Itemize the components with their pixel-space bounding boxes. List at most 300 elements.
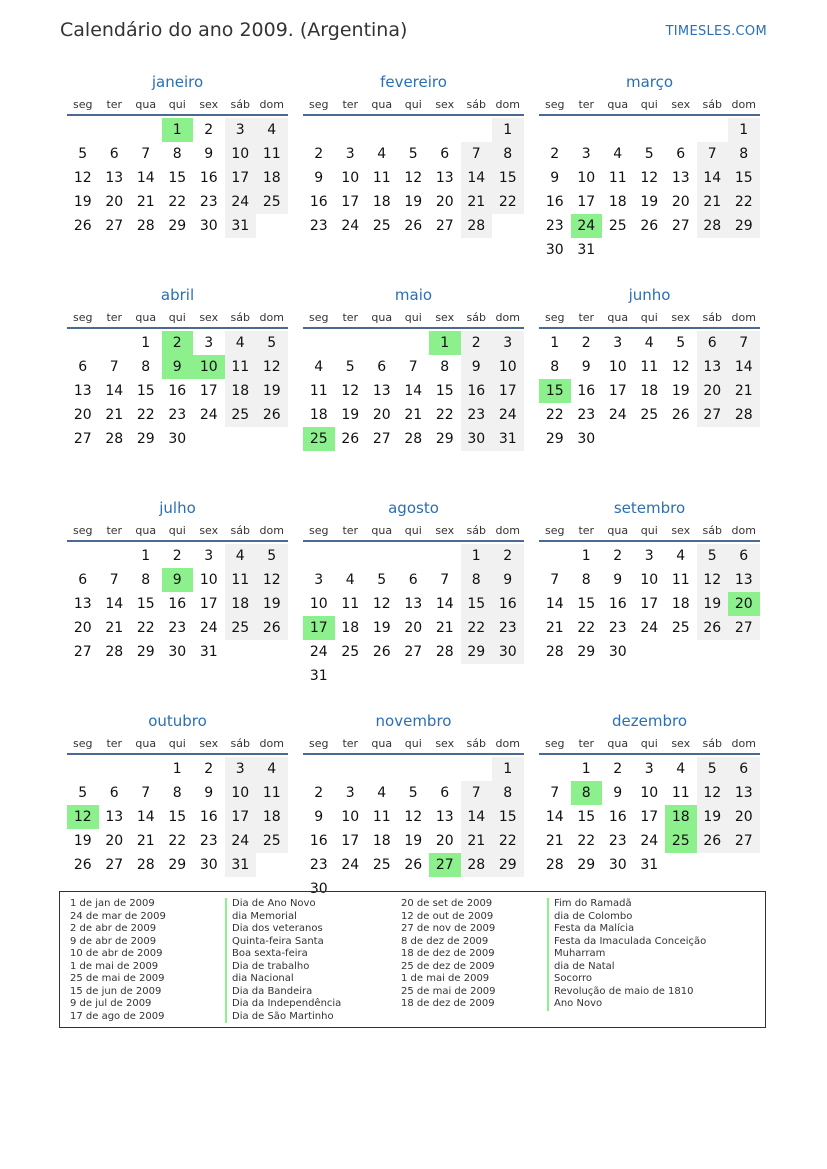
day-cell: 1 xyxy=(141,548,151,564)
weekday-label: qua xyxy=(135,98,157,111)
day-cell: 15 xyxy=(168,170,187,186)
day-cell: 2 xyxy=(581,335,591,351)
weekday-label: ter xyxy=(578,524,595,537)
day-cell: 3 xyxy=(225,757,257,781)
weekday-label: seg xyxy=(545,524,565,537)
legend-holiday-name: dia Memorial xyxy=(225,911,341,924)
day-cell: 11 xyxy=(256,142,288,166)
day-cell: 3 xyxy=(644,761,654,777)
day-cell: 24 xyxy=(225,829,257,853)
day-grid xyxy=(67,331,288,451)
day-cell: 1 xyxy=(141,335,151,351)
day-grid xyxy=(303,118,524,238)
day-cell: 14 xyxy=(697,166,729,190)
month-name: outubro xyxy=(148,712,207,730)
day-cell: 10 xyxy=(341,170,360,186)
weekday-label: qui xyxy=(640,311,658,324)
day-cell: 30 xyxy=(309,881,328,897)
day-cell: 17 xyxy=(225,805,257,829)
day-cell: 14 xyxy=(545,596,564,612)
day-grid xyxy=(539,118,760,262)
day-cell: 29 xyxy=(577,644,596,660)
day-cell: 2 xyxy=(461,331,493,355)
day-cell: 22 xyxy=(136,620,155,636)
holiday-day-cell: 1 xyxy=(162,118,194,142)
empty-cell xyxy=(366,331,398,355)
weekday-label: qui xyxy=(640,98,658,111)
day-cell: 26 xyxy=(256,616,288,640)
weekday-label: qua xyxy=(607,524,629,537)
weekday-label: sáb xyxy=(230,311,250,324)
day-cell: 9 xyxy=(314,809,324,825)
weekday-header xyxy=(67,309,288,329)
day-cell: 7 xyxy=(109,572,119,588)
day-cell: 4 xyxy=(644,335,654,351)
legend-holiday-name: dia Nacional xyxy=(225,973,341,986)
day-cell: 23 xyxy=(309,218,328,234)
weekday-label: seg xyxy=(73,737,93,750)
day-cell: 4 xyxy=(676,548,686,564)
day-cell: 2 xyxy=(314,146,324,162)
empty-cell xyxy=(665,118,697,142)
holiday-day-cell: 27 xyxy=(429,853,461,877)
weekday-label: sáb xyxy=(466,737,486,750)
legend-holiday-name: Dia da Bandeira xyxy=(225,986,341,999)
empty-cell xyxy=(461,757,493,781)
day-cell: 22 xyxy=(728,190,760,214)
day-cell: 26 xyxy=(404,857,423,873)
day-cell: 13 xyxy=(105,170,124,186)
weekday-label: sáb xyxy=(230,98,250,111)
day-cell: 7 xyxy=(550,785,560,801)
day-cell: 29 xyxy=(461,640,493,664)
day-cell: 2 xyxy=(613,548,623,564)
day-cell: 5 xyxy=(408,785,418,801)
empty-cell xyxy=(67,757,99,781)
weekday-label: dom xyxy=(495,311,520,324)
calendar-grid xyxy=(67,72,760,924)
day-cell: 30 xyxy=(608,644,627,660)
day-cell: 27 xyxy=(372,431,391,447)
weekday-label: ter xyxy=(106,524,123,537)
legend-holiday-name: dia de Colombo xyxy=(547,911,706,924)
day-cell: 5 xyxy=(644,146,654,162)
page-title: Calendário do ano 2009. (Argentina) xyxy=(60,19,408,41)
day-cell: 17 xyxy=(199,383,218,399)
day-cell: 5 xyxy=(78,146,88,162)
day-cell: 3 xyxy=(345,785,355,801)
day-cell: 19 xyxy=(73,194,92,210)
day-cell: 14 xyxy=(728,355,760,379)
day-cell: 11 xyxy=(341,596,360,612)
day-cell: 12 xyxy=(671,359,690,375)
empty-cell xyxy=(539,757,571,781)
day-cell: 22 xyxy=(577,620,596,636)
day-cell: 8 xyxy=(492,142,524,166)
day-cell: 19 xyxy=(372,620,391,636)
day-cell: 10 xyxy=(608,359,627,375)
day-cell: 9 xyxy=(550,170,560,186)
day-cell: 15 xyxy=(728,166,760,190)
day-cell: 11 xyxy=(225,355,257,379)
month-name: novembro xyxy=(375,712,452,730)
weekday-label: seg xyxy=(545,737,565,750)
day-cell: 30 xyxy=(199,857,218,873)
day-cell: 16 xyxy=(199,809,218,825)
day-cell: 2 xyxy=(613,761,623,777)
day-cell: 9 xyxy=(314,170,324,186)
day-cell: 7 xyxy=(440,572,450,588)
day-cell: 4 xyxy=(256,118,288,142)
legend-date: 27 de nov de 2009 xyxy=(401,923,496,934)
weekday-label: dom xyxy=(731,98,756,111)
day-cell: 1 xyxy=(581,548,591,564)
weekday-label: sex xyxy=(435,98,455,111)
day-cell: 3 xyxy=(492,331,524,355)
day-cell: 14 xyxy=(136,809,155,825)
day-cell: 22 xyxy=(168,833,187,849)
weekday-label: ter xyxy=(342,311,359,324)
day-cell: 27 xyxy=(404,644,423,660)
weekday-label: sex xyxy=(671,98,691,111)
weekday-label: qua xyxy=(607,311,629,324)
day-cell: 18 xyxy=(309,407,328,423)
day-cell: 31 xyxy=(640,857,659,873)
weekday-label: seg xyxy=(309,311,329,324)
empty-cell xyxy=(99,544,131,568)
day-cell: 7 xyxy=(461,142,493,166)
holiday-day-cell: 10 xyxy=(193,355,225,379)
day-cell: 29 xyxy=(545,431,564,447)
day-cell: 23 xyxy=(168,620,187,636)
day-cell: 26 xyxy=(404,218,423,234)
weekday-label: seg xyxy=(545,311,565,324)
weekday-label: sex xyxy=(671,524,691,537)
day-cell: 25 xyxy=(608,218,627,234)
day-cell: 10 xyxy=(640,785,659,801)
empty-cell xyxy=(335,757,367,781)
day-cell: 20 xyxy=(404,620,423,636)
day-cell: 29 xyxy=(728,214,760,238)
empty-cell xyxy=(398,544,430,568)
day-cell: 15 xyxy=(136,596,155,612)
day-cell: 29 xyxy=(136,644,155,660)
legend-holiday-name: Festa da Imaculada Conceição xyxy=(547,936,706,949)
day-cell: 31 xyxy=(225,853,257,877)
day-cell: 28 xyxy=(105,644,124,660)
day-cell: 2 xyxy=(550,146,560,162)
weekday-label: qui xyxy=(168,737,186,750)
day-cell: 16 xyxy=(168,383,187,399)
day-cell: 29 xyxy=(492,853,524,877)
day-cell: 9 xyxy=(613,785,623,801)
day-cell: 10 xyxy=(225,142,257,166)
day-cell: 7 xyxy=(697,142,729,166)
day-cell: 28 xyxy=(136,218,155,234)
legend-date: 1 de mai de 2009 xyxy=(401,973,490,984)
day-cell: 31 xyxy=(309,668,328,684)
day-cell: 16 xyxy=(309,194,328,210)
weekday-label: qui xyxy=(404,524,422,537)
day-cell: 21 xyxy=(105,407,124,423)
day-cell: 14 xyxy=(404,383,423,399)
day-cell: 5 xyxy=(676,335,686,351)
weekday-header xyxy=(303,735,524,755)
day-cell: 5 xyxy=(256,331,288,355)
day-cell: 3 xyxy=(345,146,355,162)
day-cell: 27 xyxy=(105,218,124,234)
empty-cell xyxy=(398,331,430,355)
weekday-header xyxy=(303,522,524,542)
day-cell: 16 xyxy=(461,379,493,403)
weekday-label: sáb xyxy=(702,524,722,537)
day-cell: 24 xyxy=(225,190,257,214)
day-cell: 28 xyxy=(136,857,155,873)
day-cell: 30 xyxy=(168,431,187,447)
day-cell: 18 xyxy=(341,620,360,636)
day-cell: 12 xyxy=(404,170,423,186)
legend-date: 8 de dez de 2009 xyxy=(401,935,489,947)
month-maio xyxy=(303,285,524,498)
weekday-label: sáb xyxy=(466,311,486,324)
day-cell: 17 xyxy=(492,379,524,403)
weekday-label: dom xyxy=(731,524,756,537)
day-cell: 5 xyxy=(377,572,387,588)
legend-holiday-name: Fim do Ramadã xyxy=(547,898,706,911)
day-cell: 3 xyxy=(225,118,257,142)
day-cell: 5 xyxy=(697,544,729,568)
holiday-day-cell: 18 xyxy=(665,805,697,829)
legend-holiday-name: Ano Novo xyxy=(547,998,706,1011)
weekday-label: seg xyxy=(545,98,565,111)
day-cell: 28 xyxy=(435,644,454,660)
empty-cell xyxy=(99,331,131,355)
day-cell: 29 xyxy=(136,431,155,447)
weekday-label: dom xyxy=(495,98,520,111)
day-cell: 15 xyxy=(577,596,596,612)
legend-date: 24 de mar de 2009 xyxy=(70,910,166,922)
weekday-label: sex xyxy=(199,311,219,324)
day-cell: 13 xyxy=(697,355,729,379)
day-cell: 24 xyxy=(640,620,659,636)
day-cell: 23 xyxy=(492,616,524,640)
day-cell: 14 xyxy=(461,805,493,829)
empty-cell xyxy=(366,757,398,781)
day-cell: 14 xyxy=(545,809,564,825)
weekday-header xyxy=(539,522,760,542)
holiday-day-cell: 25 xyxy=(303,427,335,451)
day-cell: 5 xyxy=(408,146,418,162)
weekday-label: dom xyxy=(731,311,756,324)
month-janeiro xyxy=(67,72,288,285)
day-cell: 30 xyxy=(461,427,493,451)
empty-cell xyxy=(398,118,430,142)
day-cell: 6 xyxy=(109,146,119,162)
month-name: agosto xyxy=(388,499,439,517)
legend-holiday-name: Dia dos veteranos xyxy=(225,923,341,936)
day-cell: 12 xyxy=(341,383,360,399)
day-cell: 24 xyxy=(608,407,627,423)
day-cell: 24 xyxy=(309,644,328,660)
day-cell: 12 xyxy=(697,781,729,805)
weekday-label: sáb xyxy=(230,737,250,750)
day-cell: 9 xyxy=(581,359,591,375)
weekday-label: sáb xyxy=(702,311,722,324)
day-cell: 16 xyxy=(199,170,218,186)
day-cell: 10 xyxy=(199,572,218,588)
weekday-label: dom xyxy=(259,98,284,111)
day-cell: 24 xyxy=(199,407,218,423)
empty-cell xyxy=(67,118,99,142)
day-cell: 15 xyxy=(435,383,454,399)
day-cell: 7 xyxy=(550,572,560,588)
day-cell: 6 xyxy=(78,572,88,588)
day-cell: 29 xyxy=(435,431,454,447)
weekday-label: qua xyxy=(607,98,629,111)
day-cell: 28 xyxy=(697,214,729,238)
month-name: março xyxy=(625,73,674,91)
day-cell: 10 xyxy=(225,781,257,805)
weekday-label: sex xyxy=(435,737,455,750)
weekday-label: qui xyxy=(404,98,422,111)
empty-cell xyxy=(571,118,603,142)
day-cell: 3 xyxy=(613,335,623,351)
empty-cell xyxy=(303,544,335,568)
day-cell: 23 xyxy=(309,857,328,873)
day-cell: 6 xyxy=(109,785,119,801)
month-name: dezembro xyxy=(612,712,687,730)
day-cell: 21 xyxy=(435,620,454,636)
day-cell: 4 xyxy=(613,146,623,162)
day-cell: 11 xyxy=(225,568,257,592)
day-cell: 16 xyxy=(545,194,564,210)
day-cell: 21 xyxy=(404,407,423,423)
day-cell: 17 xyxy=(577,194,596,210)
weekday-label: qua xyxy=(135,524,157,537)
day-cell: 15 xyxy=(492,166,524,190)
day-cell: 8 xyxy=(440,359,450,375)
weekday-label: ter xyxy=(106,737,123,750)
day-grid xyxy=(539,757,760,877)
day-cell: 13 xyxy=(372,383,391,399)
day-cell: 24 xyxy=(492,403,524,427)
day-cell: 15 xyxy=(168,809,187,825)
empty-cell xyxy=(398,757,430,781)
brand-link[interactable]: TIMESLES.COM xyxy=(665,24,767,39)
day-cell: 28 xyxy=(545,857,564,873)
day-cell: 8 xyxy=(492,781,524,805)
day-grid xyxy=(539,544,760,664)
day-cell: 16 xyxy=(608,596,627,612)
day-cell: 3 xyxy=(314,572,324,588)
day-cell: 4 xyxy=(225,331,257,355)
holiday-day-cell: 25 xyxy=(665,829,697,853)
day-cell: 26 xyxy=(697,829,729,853)
weekday-label: qua xyxy=(371,737,393,750)
day-cell: 20 xyxy=(697,379,729,403)
day-cell: 8 xyxy=(141,359,151,375)
weekday-label: dom xyxy=(259,524,284,537)
day-cell: 21 xyxy=(105,620,124,636)
weekday-label: ter xyxy=(342,524,359,537)
day-cell: 9 xyxy=(492,568,524,592)
month-março xyxy=(539,72,760,285)
empty-cell xyxy=(539,118,571,142)
holiday-day-cell: 1 xyxy=(429,331,461,355)
weekday-label: sex xyxy=(671,737,691,750)
day-cell: 22 xyxy=(136,407,155,423)
legend-date: 9 de jul de 2009 xyxy=(70,998,152,1009)
holiday-day-cell: 17 xyxy=(303,616,335,640)
day-cell: 20 xyxy=(105,833,124,849)
day-cell: 15 xyxy=(577,809,596,825)
day-cell: 6 xyxy=(697,331,729,355)
day-cell: 31 xyxy=(199,644,218,660)
empty-cell xyxy=(303,757,335,781)
day-cell: 25 xyxy=(372,218,391,234)
day-cell: 6 xyxy=(78,359,88,375)
legend-names-right xyxy=(547,898,706,1011)
day-cell: 24 xyxy=(341,857,360,873)
empty-cell xyxy=(697,118,729,142)
month-fevereiro xyxy=(303,72,524,285)
day-cell: 30 xyxy=(168,644,187,660)
day-cell: 7 xyxy=(461,781,493,805)
holiday-day-cell: 9 xyxy=(162,355,194,379)
day-cell: 16 xyxy=(168,596,187,612)
weekday-label: ter xyxy=(578,737,595,750)
day-cell: 19 xyxy=(404,833,423,849)
day-cell: 8 xyxy=(581,572,591,588)
day-cell: 21 xyxy=(697,190,729,214)
day-cell: 20 xyxy=(435,833,454,849)
day-cell: 1 xyxy=(492,118,524,142)
day-cell: 1 xyxy=(581,761,591,777)
day-cell: 6 xyxy=(728,757,760,781)
day-cell: 11 xyxy=(256,781,288,805)
day-cell: 2 xyxy=(172,548,182,564)
day-cell: 5 xyxy=(345,359,355,375)
empty-cell xyxy=(130,118,162,142)
day-cell: 5 xyxy=(697,757,729,781)
month-name: fevereiro xyxy=(380,73,447,91)
weekday-label: sáb xyxy=(702,737,722,750)
day-cell: 10 xyxy=(309,596,328,612)
legend-date: 9 de abr de 2009 xyxy=(70,935,157,947)
day-cell: 19 xyxy=(697,805,729,829)
month-setembro xyxy=(539,498,760,711)
empty-cell xyxy=(67,331,99,355)
legend-date: 2 de abr de 2009 xyxy=(70,923,157,934)
month-name: maio xyxy=(394,286,433,304)
day-cell: 28 xyxy=(728,403,760,427)
day-cell: 28 xyxy=(461,214,493,238)
day-cell: 25 xyxy=(640,407,659,423)
holiday-day-cell: 8 xyxy=(571,781,603,805)
day-cell: 20 xyxy=(73,620,92,636)
day-cell: 6 xyxy=(440,785,450,801)
day-grid xyxy=(303,331,524,451)
legend-date: 18 de dez de 2009 xyxy=(401,998,495,1009)
weekday-header xyxy=(539,96,760,116)
day-cell: 20 xyxy=(372,407,391,423)
day-cell: 19 xyxy=(256,379,288,403)
day-grid xyxy=(539,331,760,451)
day-cell: 19 xyxy=(697,592,729,616)
empty-cell xyxy=(303,331,335,355)
day-cell: 19 xyxy=(671,383,690,399)
legend-holiday-name: dia de Natal xyxy=(547,961,706,974)
